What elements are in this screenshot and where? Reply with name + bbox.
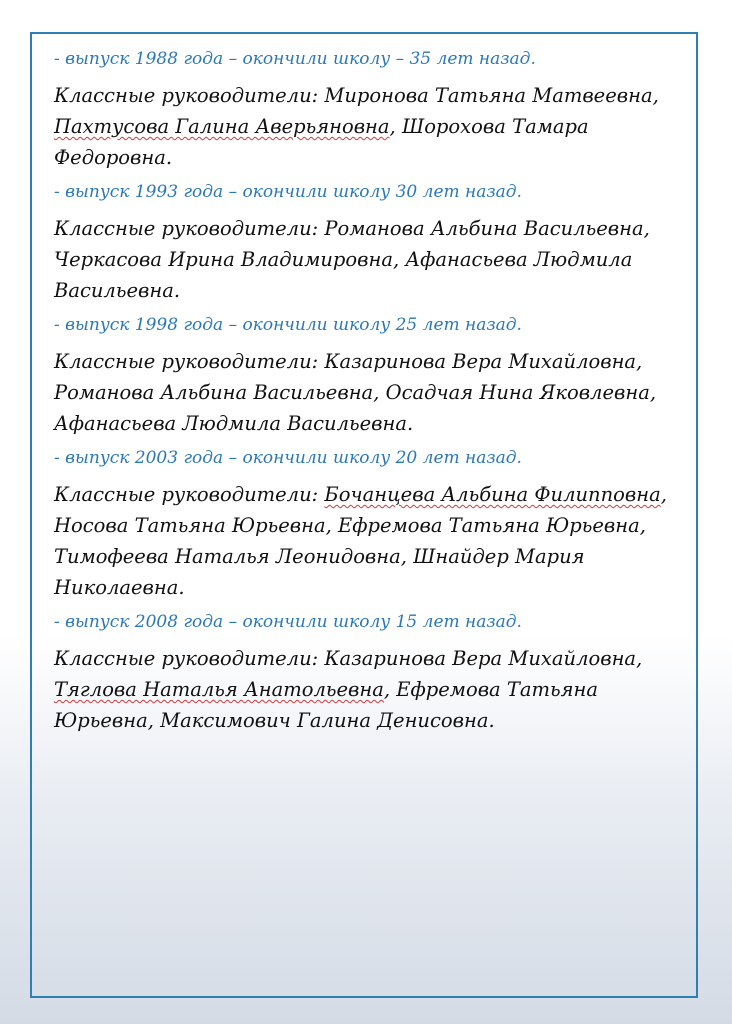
document-frame xyxy=(30,32,698,998)
separator: , xyxy=(636,350,643,373)
separator: , xyxy=(392,248,400,271)
teacher-name: Афанасьева Людмила Васильевна xyxy=(54,248,633,302)
section-1998 xyxy=(54,314,682,439)
separator: . xyxy=(165,146,173,169)
teachers-paragraph xyxy=(54,213,682,306)
teacher-name: Казаринова Вера Михайловна xyxy=(324,647,637,670)
separator: , xyxy=(147,709,154,732)
separator: , xyxy=(639,514,646,537)
separator: , xyxy=(660,483,667,506)
teachers-paragraph xyxy=(54,80,682,173)
separator: , xyxy=(643,217,650,240)
teacher-name: Черкасова Ирина Владимировна xyxy=(54,248,393,271)
section-heading: - выпуск 2008 года – окончили школу 15 лет назад. xyxy=(54,612,522,632)
teacher-name: Тяглова Наталья Анатольевна xyxy=(54,678,384,701)
separator: , xyxy=(383,678,391,701)
section-heading: - выпуск 2003 года – окончили школу 20 лет назад. xyxy=(54,448,522,468)
separator: , xyxy=(325,514,332,537)
teacher-name: Носова Татьяна Юрьевна xyxy=(54,514,326,537)
section-1988 xyxy=(54,48,682,173)
separator: , xyxy=(400,545,407,568)
section-heading: - выпуск 1988 года – окончили школу – 35 лет назад. xyxy=(54,49,536,69)
section-1993 xyxy=(54,181,682,306)
teacher-name: Романова Альбина Васильевна xyxy=(54,381,374,404)
separator: , xyxy=(389,115,396,138)
section-heading: - выпуск 1993 года – окончили школу 30 лет назад. xyxy=(54,182,522,202)
separator: . xyxy=(488,709,495,732)
teacher-name: Осадчая Нина Яковлевна xyxy=(385,381,650,404)
section-2008 xyxy=(54,611,682,736)
teacher-name: Казаринова Вера Михайловна xyxy=(324,350,637,373)
teacher-name: Романова Альбина Васильевна xyxy=(324,217,644,240)
teacher-name: Миронова Татьяна Матвеевна xyxy=(324,84,653,107)
section-heading: - выпуск 1998 года – окончили школу 25 лет назад. xyxy=(54,315,522,335)
separator: . xyxy=(173,279,181,302)
separator: , xyxy=(649,381,657,404)
teachers-label: Классные руководители: xyxy=(54,483,319,506)
teacher-name: Пахтусова Галина Аверьяновна xyxy=(54,115,390,138)
separator: . xyxy=(178,576,185,599)
teachers-label: Классные руководители: xyxy=(54,350,319,373)
teacher-name: Шорохова Тамара Федоровна xyxy=(54,115,589,169)
teachers-label: Классные руководители: xyxy=(54,84,319,107)
teacher-name: Бочанцева Альбина Филипповна xyxy=(324,483,661,506)
teacher-name: Ефремова Татьяна Юрьевна xyxy=(54,678,598,732)
teacher-name: Максимович Галина Денисовна xyxy=(160,709,489,732)
teacher-name: Шнайдер Мария Николаевна xyxy=(54,545,585,599)
section-2003 xyxy=(54,447,682,603)
separator: , xyxy=(636,647,643,670)
teachers-paragraph xyxy=(54,643,682,736)
separator: , xyxy=(652,84,659,107)
teachers-paragraph xyxy=(54,346,682,439)
teacher-name: Ефремова Татьяна Юрьевна xyxy=(338,514,640,537)
teachers-label: Классные руководители: xyxy=(54,217,319,240)
teacher-name: Афанасьева Людмила Васильевна xyxy=(54,412,407,435)
separator: . xyxy=(406,412,414,435)
separator: , xyxy=(373,381,380,404)
teachers-label: Классные руководители: xyxy=(54,647,319,670)
teacher-name: Тимофеева Наталья Леонидовна xyxy=(54,545,401,568)
teachers-paragraph xyxy=(54,479,682,603)
